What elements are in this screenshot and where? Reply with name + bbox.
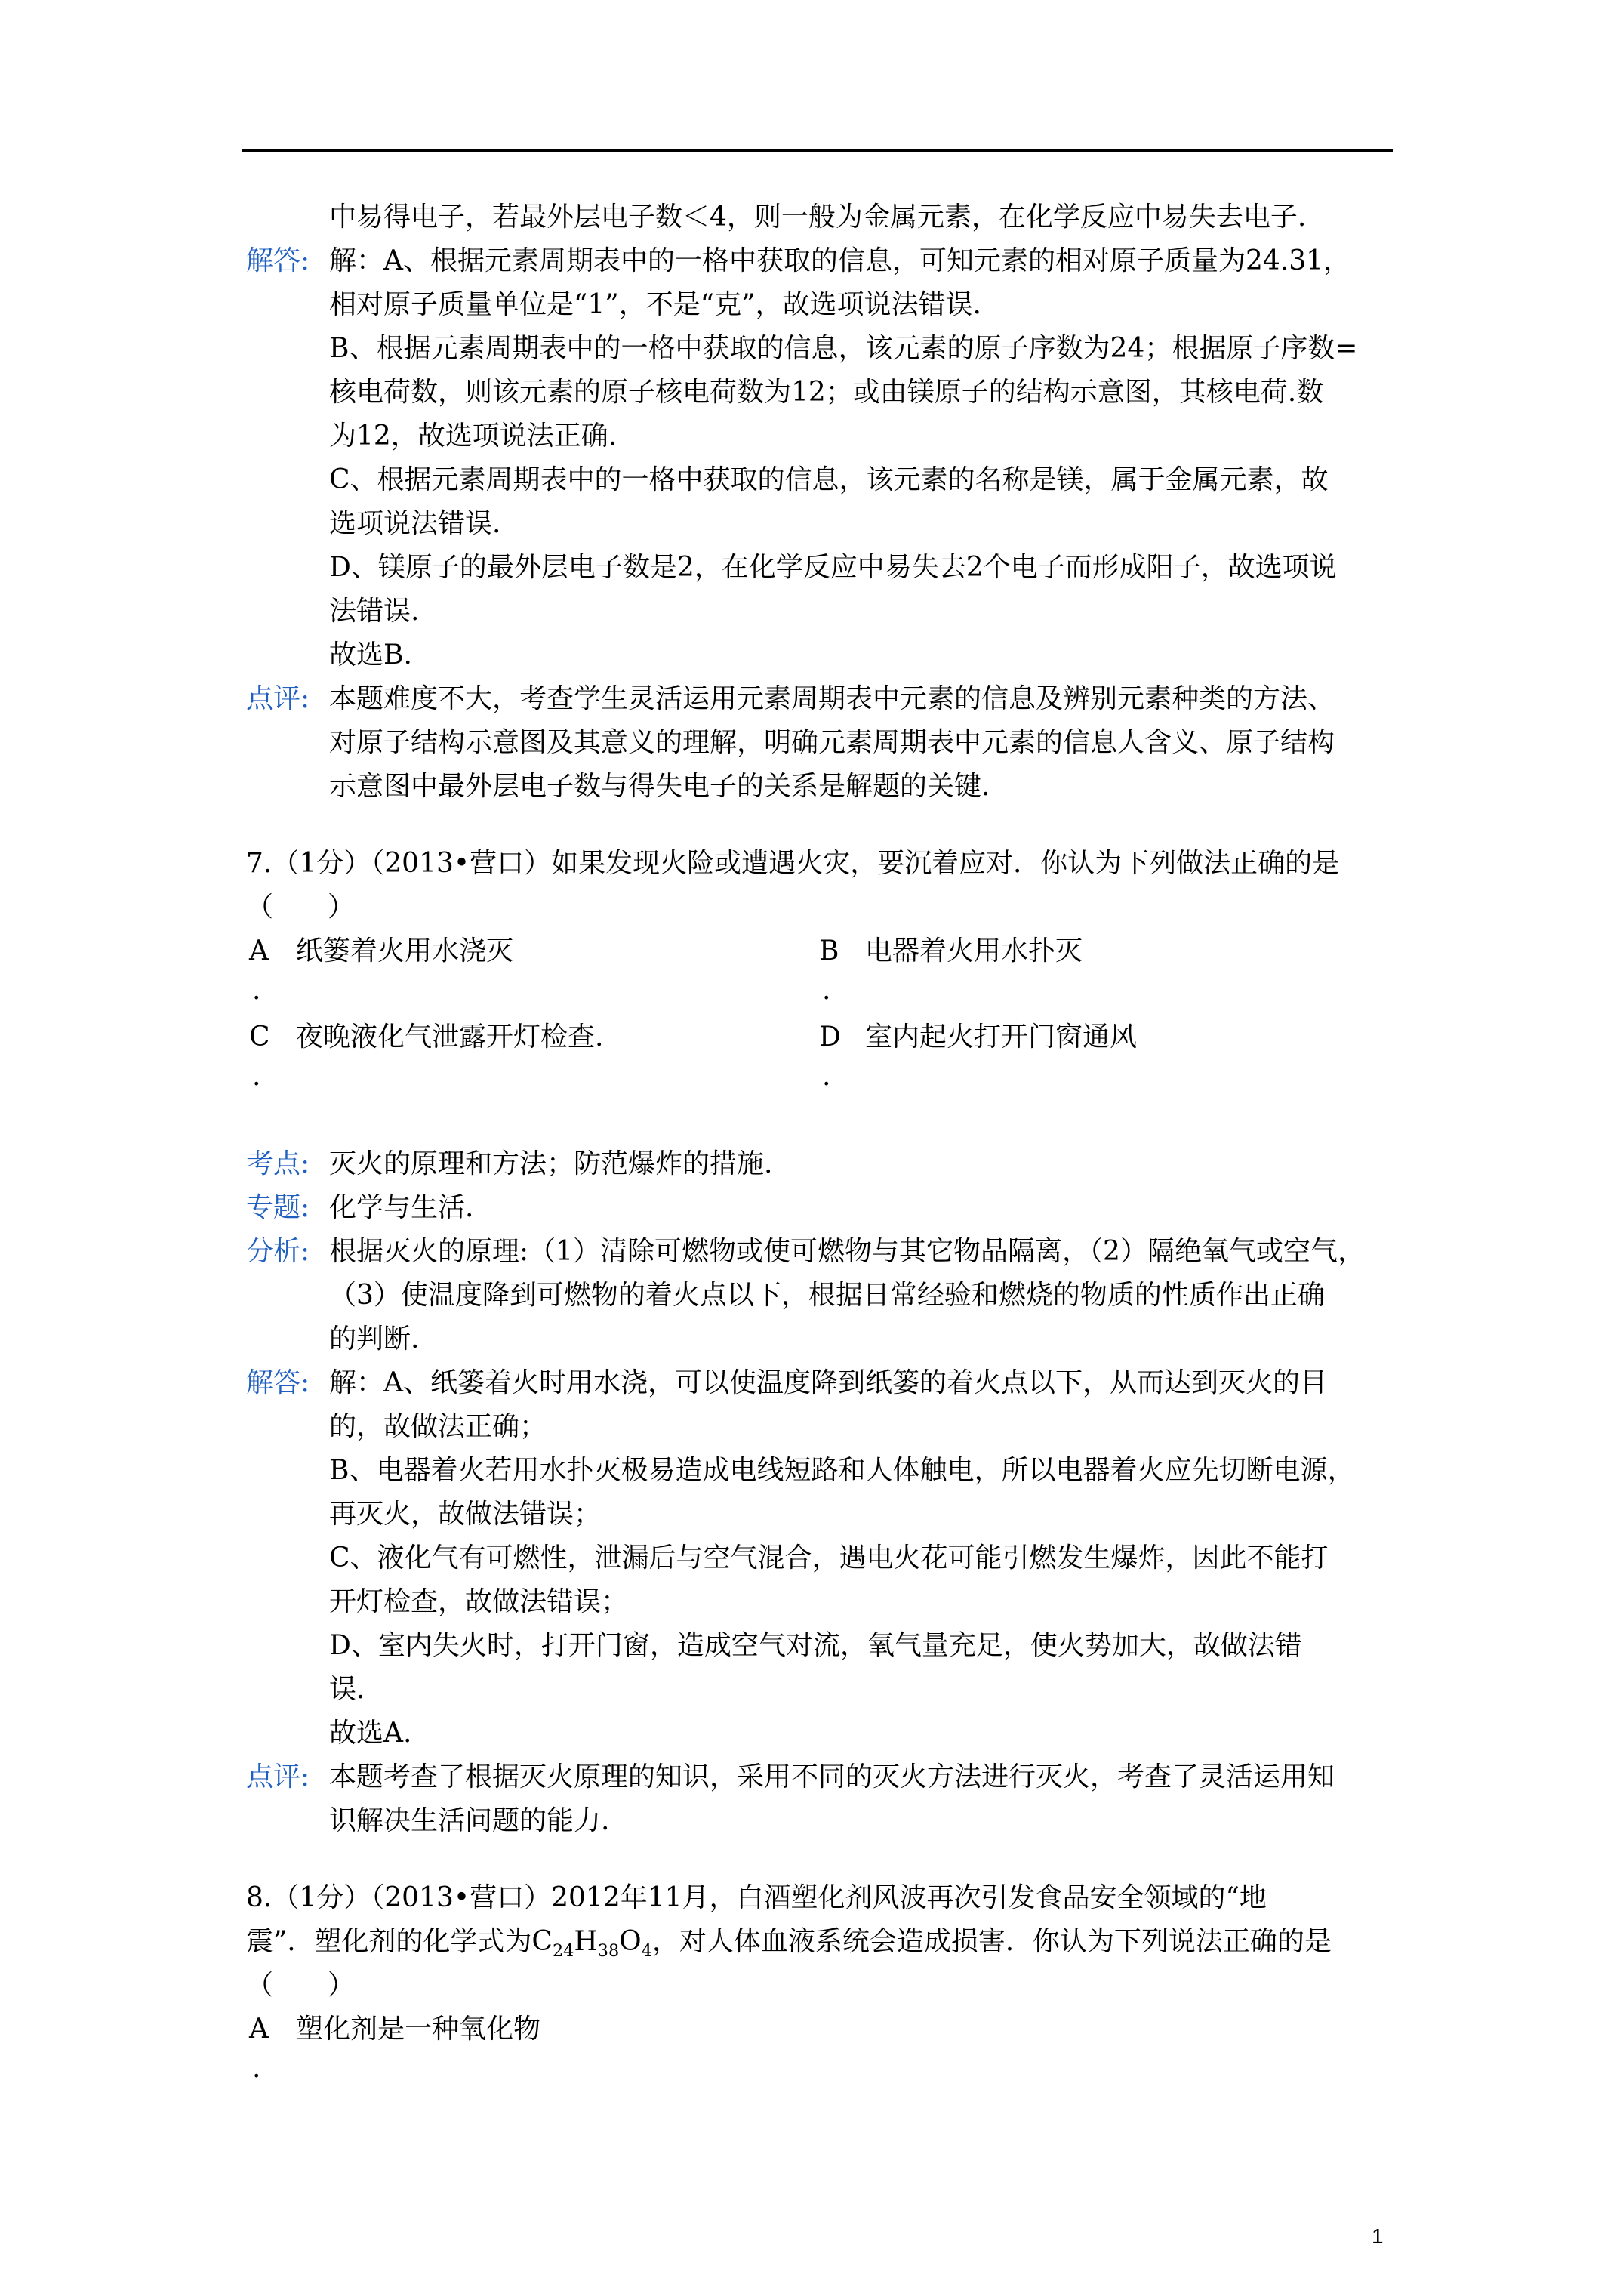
q8-stem-blank: （ ） <box>246 1970 356 2001</box>
fenxi-line: 的判断. <box>329 1324 420 1354</box>
answer-line: 核电荷数，则该元素的原子核电荷数为12；或由镁原子的结构示意图，其核电荷.数 <box>329 377 1324 408</box>
answer-line: 误. <box>329 1674 365 1705</box>
answer-line: 解：A、根据元素周期表中的一格中获取的信息，可知元素的相对原子质量为24.31， <box>329 245 1351 276</box>
option-letter: B <box>819 935 839 966</box>
option-dot: . <box>822 1061 831 1092</box>
answer-line: D、室内失火时，打开门窗，造成空气对流，氧气量充足，使火势加大，故做法错 <box>329 1630 1302 1661</box>
option-dot: . <box>252 975 261 1006</box>
comment-line: 识解决生活问题的能力. <box>329 1805 610 1836</box>
answer-line: 法错误. <box>329 596 420 627</box>
answer-line: 的，故做法正确； <box>329 1411 547 1442</box>
fenxi-line: （3）使温度降到可燃物的着火点以下，根据日常经验和燃烧的物质的性质作出正确 <box>329 1280 1325 1311</box>
header-rule <box>242 149 1393 152</box>
option-a-text: 纸篓着火用水浇灭 <box>296 935 514 966</box>
option-letter: C <box>249 1022 270 1052</box>
fenxi-line: 根据灭火的原理:（1）清除可燃物或使可燃物与其它物品隔离，（2）隔绝氧气或空气， <box>329 1236 1365 1267</box>
answer-line: C、液化气有可燃性，泄漏后与空气混合，遇电火花可能引燃发生爆炸，因此不能打 <box>329 1542 1329 1573</box>
option-dot: . <box>252 1061 261 1092</box>
answer-line: 再灭火，故做法错误； <box>329 1499 602 1530</box>
fenxi-label: 分析: <box>246 1236 310 1267</box>
formula-element: O <box>619 1926 642 1957</box>
answer-line: 故选A. <box>329 1718 412 1749</box>
option-letter: D <box>819 1022 841 1052</box>
q8-stem: 8.（1分）（2013•营口）2012年11月，白酒塑化剂风波再次引发食品安全领域的“地 <box>246 1882 1267 1913</box>
q7-stem: 7.（1分）（2013•营口）如果发现火险或遭遇火灾，要沉着应对．你认为下列做法正确的是 <box>246 848 1340 879</box>
answer-line: 选项说法错误. <box>329 508 501 539</box>
zhuanti-text: 化学与生活. <box>329 1192 474 1223</box>
q8-stem-post: ，对人体血液系统会造成损害．你认为下列说法正确的是 <box>651 1926 1332 1957</box>
option-a-text: 塑化剂是一种氧化物 <box>296 2014 541 2045</box>
q7-stem-blank: （ ） <box>246 892 356 923</box>
answer-line: B、电器着火若用水扑灭极易造成电线短路和人体触电，所以电器着火应先切断电源， <box>329 1455 1355 1486</box>
comment-line: 本题难度不大，考查学生灵活运用元素周期表中元素的信息及辨别元素种类的方法、 <box>329 683 1335 714</box>
option-d-text: 室内起火打开门窗通风 <box>865 1022 1138 1052</box>
answer-line: 为12，故选项说法正确. <box>329 421 617 451</box>
answer-line: 故选B. <box>329 639 412 670</box>
answer-line: 解：A、纸篓着火时用水浇，可以使温度降到纸篓的着火点以下，从而达到灭火的目 <box>329 1367 1327 1398</box>
kaodian-label: 考点: <box>246 1148 310 1179</box>
q8-stem-pre: 震”．塑化剂的化学式为C <box>246 1926 553 1957</box>
answer-line: C、根据元素周期表中的一格中获取的信息，该元素的名称是镁，属于金属元素，故 <box>329 464 1329 495</box>
comment-line: 示意图中最外层电子数与得失电子的关系是解题的关键. <box>329 771 990 802</box>
answer-label: 解答: <box>246 1367 310 1398</box>
analysis-tail: 中易得电子，若最外层电子数＜4，则一般为金属元素，在化学反应中易失去电子. <box>329 202 1307 233</box>
formula-subscript: 24 <box>552 1941 574 1962</box>
option-letter: A <box>249 2014 269 2045</box>
answer-label: 解答: <box>246 245 310 276</box>
option-b-text: 电器着火用水扑灭 <box>865 935 1083 966</box>
option-dot: . <box>822 975 831 1006</box>
option-dot: . <box>252 2053 261 2084</box>
q8-stem-formula-line <box>246 1924 1332 1960</box>
page-number: 1 <box>1372 2224 1384 2248</box>
formula-subscript: 4 <box>641 1941 652 1962</box>
answer-line: B、根据元素周期表中的一格中获取的信息，该元素的原子序数为24；根据原子序数= <box>329 333 1358 364</box>
comment-line: 本题考查了根据灭火原理的知识，采用不同的灭火方法进行灭火，考查了灵活运用知 <box>329 1761 1335 1792</box>
kaodian-text: 灭火的原理和方法；防范爆炸的措施. <box>329 1148 773 1179</box>
comment-label: 点评: <box>246 683 310 714</box>
option-letter: A <box>249 935 269 966</box>
answer-line: 开灯检查，故做法错误； <box>329 1586 629 1617</box>
formula-subscript: 38 <box>597 1941 620 1962</box>
answer-line: 相对原子质量单位是“1”，不是“克”，故选项说法错误. <box>329 289 981 320</box>
option-c-text: 夜晚液化气泄露开灯检查. <box>296 1022 604 1052</box>
zhuanti-label: 专题: <box>246 1192 310 1223</box>
comment-label: 点评: <box>246 1761 310 1792</box>
formula-element: H <box>574 1926 598 1957</box>
answer-line: D、镁原子的最外层电子数是2，在化学反应中易失去2个电子而形成阳子，故选项说 <box>329 552 1337 583</box>
comment-line: 对原子结构示意图及其意义的理解，明确元素周期表中元素的信息人含义、原子结构 <box>329 727 1335 758</box>
